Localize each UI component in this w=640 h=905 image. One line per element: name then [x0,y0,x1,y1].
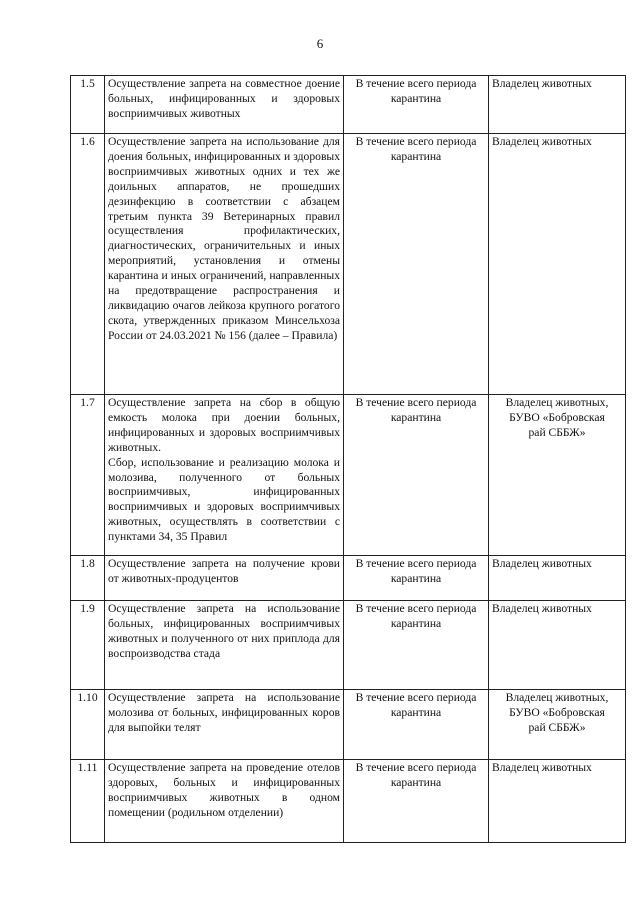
responsible-line: рай СББЖ» [528,425,586,439]
measure-term: В течение всего периода карантина [344,395,489,556]
row-number: 1.8 [71,556,105,601]
measure-description [105,76,344,134]
responsible-party [489,556,626,601]
measure-description [105,134,344,395]
description-paragraph: Сбор, использование и реализацию молока и молозива, полученного от больных восприимчивых, инфицированных восприимчивых и здоровых восприимчивых животных, осуществлять в соответствии с пунктами 34, 35 Правил [108,455,340,544]
table-row [71,690,626,760]
table-row [71,395,626,556]
row-number: 1.7 [71,395,105,556]
description-paragraph: Осуществление запрета на совместное доение больных, инфицированных и здоровых восприимчивых животных [108,77,340,120]
description-paragraph: Осуществление запрета на проведение отелов здоровых, больных и инфицированных восприимчивых животных в одном помещении (родильном отделении) [108,761,340,819]
description-paragraph: Осуществление запрета на получение крови от животных-продуцентов [108,557,340,585]
row-number: 1.9 [71,601,105,690]
measure-description [105,395,344,556]
responsible-line: Владелец животных [492,602,592,615]
row-number: 1.11 [71,760,105,843]
description-paragraph: Осуществление запрета на использование молозива от больных, инфицированных коров для выпойки телят [108,691,340,734]
measure-term: В течение всего периода карантина [344,690,489,760]
row-number: 1.10 [71,690,105,760]
responsible-line: Владелец животных, [505,691,609,704]
table-row [71,76,626,134]
responsible-line: БУВО «Бобровская [509,410,605,424]
measure-term: В течение всего периода карантина [344,134,489,395]
row-number: 1.6 [71,134,105,395]
description-paragraph: Осуществление запрета на использование для доения больных, инфицированных и здоровых восприимчивых животных одних и тех же доильных аппаратов, не прошедших дезинфекцию в соответствии с абзацем третьим пункта 39 Ветеринарных правил осуществления профилактических, диагностических, ограничительных и иных мероприятий, установления и отмены карантина и иных ограничений, направленных на предотвращение распространения и ликвидацию очагов лейкоза крупного рогатого скота, утвержденных приказом Минсельхоза России от 24.03.2021 № 156 (далее – Правила) [108,135,340,342]
page-number: 6 [316,36,324,51]
responsible-line: Владелец животных [492,77,592,90]
measure-term: В течение всего периода карантина [344,760,489,843]
table-body [71,76,626,843]
responsible-party [489,601,626,690]
measures-table [70,75,626,843]
responsible-line: Владелец животных [492,135,592,148]
table-row [71,760,626,843]
row-number: 1.5 [71,76,105,134]
responsible-party [489,134,626,395]
table-row [71,556,626,601]
responsible-line: Владелец животных [492,761,592,774]
measure-description [105,760,344,843]
measure-description [105,556,344,601]
responsible-line: Владелец животных [492,557,592,570]
measure-term: В течение всего периода карантина [344,556,489,601]
responsible-party [489,760,626,843]
responsible-line: рай СББЖ» [528,720,586,734]
responsible-line: Владелец животных, [505,396,609,409]
responsible-party [489,690,626,760]
table-row [71,134,626,395]
measure-description [105,690,344,760]
measure-term: В течение всего периода карантина [344,76,489,134]
measure-term: В течение всего периода карантина [344,601,489,690]
description-paragraph: Осуществление запрета на использование больных, инфицированных восприимчивых животных и полученного от них приплода для воспроизводства стада [108,602,340,660]
description-paragraph: Осуществление запрета на сбор в общую емкость молока при доении больных, инфицированных и здоровых восприимчивых животных. [108,396,340,454]
responsible-party [489,395,626,556]
responsible-party [489,76,626,134]
measure-description [105,601,344,690]
table-row [71,601,626,690]
responsible-line: БУВО «Бобровская [509,705,605,719]
